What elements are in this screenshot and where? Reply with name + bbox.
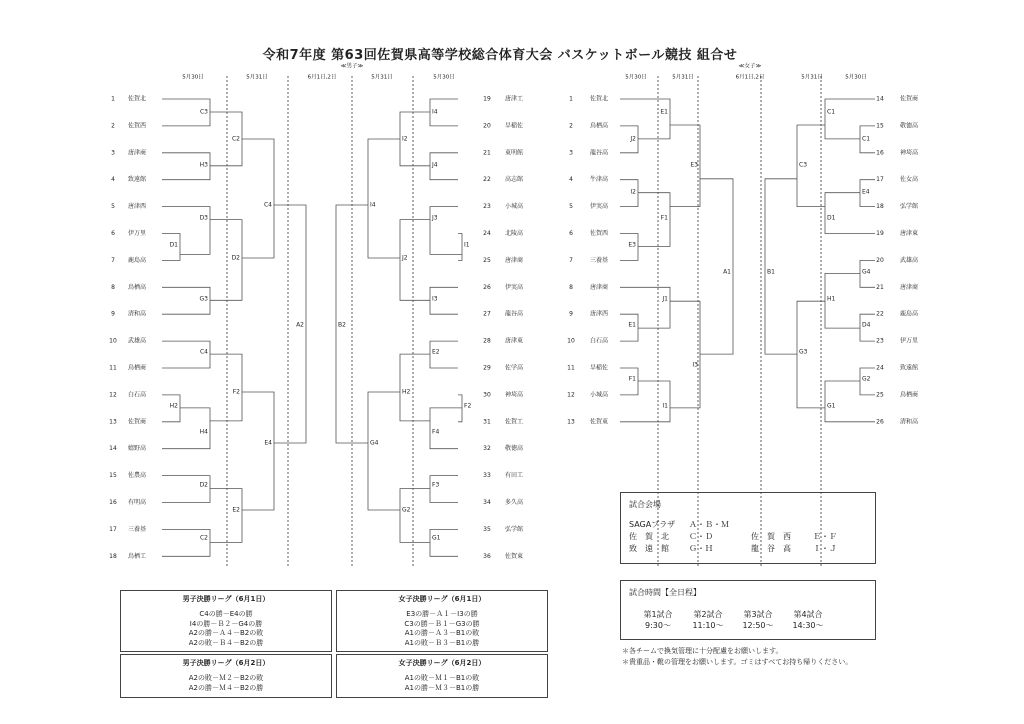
- game-label: I1: [662, 402, 668, 410]
- team-name: 早稲佐: [505, 122, 524, 130]
- game-label: C2: [231, 135, 240, 143]
- game-label: D3: [199, 214, 208, 222]
- game-label: J1: [662, 295, 668, 303]
- date-header: 5月30日: [182, 74, 204, 81]
- bracket-line: [700, 179, 733, 354]
- game-label: B1: [767, 268, 775, 276]
- bracket-line: [368, 139, 400, 258]
- team-name: 白石高: [128, 391, 147, 399]
- team-seed: 4: [111, 176, 115, 184]
- team-name: 有明高: [128, 499, 147, 506]
- team-name: 清和高: [128, 310, 147, 318]
- team-name: 佐農高: [128, 472, 147, 480]
- team-name: 佐賀商: [900, 95, 919, 103]
- team-name: 佐賀西: [128, 122, 147, 130]
- team-seed: 18: [876, 203, 884, 211]
- game-label: C1: [827, 108, 836, 116]
- team-seed: 19: [483, 95, 491, 103]
- team-name: 多久高: [505, 499, 524, 506]
- team-seed: 6: [111, 230, 115, 237]
- time-slot-time: 12:50～: [742, 621, 774, 630]
- team-name: 有田工: [505, 472, 524, 480]
- notes: [622, 646, 852, 667]
- game-label: C1: [862, 135, 871, 143]
- team-name: 敬徳高: [900, 122, 919, 130]
- team-name: 白石高: [590, 337, 609, 345]
- team-seed: 26: [483, 283, 491, 291]
- game-label: D1: [169, 241, 178, 249]
- team-name: 武雄高: [900, 256, 919, 264]
- team-seed: 20: [876, 256, 884, 264]
- game-label: G4: [370, 439, 379, 447]
- time-slot: [785, 609, 831, 631]
- girls-final-day2-line: A1の勝－Ｍ３－B1の勝: [404, 683, 480, 692]
- game-label: G1: [827, 402, 836, 410]
- team-seed: 12: [567, 391, 575, 399]
- game-label: E3: [690, 161, 698, 169]
- team-name: 三養基: [128, 525, 147, 533]
- note-line: ＊貴重品・靴の管理をお願いします。ゴミはすべてお持ち帰りください。: [622, 657, 853, 666]
- girls-final-league-day1: [336, 590, 548, 652]
- venue-courts: Ｃ・Ｄ: [689, 532, 713, 541]
- team-name: 佐賀東: [505, 552, 524, 560]
- time-slot-label: 第4試合: [793, 610, 823, 619]
- boys-final-day1-header: 男子決勝リーグ（6月1日）: [182, 595, 270, 603]
- team-seed: 22: [876, 310, 884, 318]
- time-slot-label: 第3試合: [743, 610, 773, 619]
- team-seed: 8: [569, 283, 573, 291]
- venue-courts: Ａ・Ｂ・Ｍ: [689, 520, 729, 529]
- game-label: E2: [432, 348, 440, 356]
- team-name: 牛津高: [590, 176, 609, 184]
- team-seed: 29: [483, 364, 491, 372]
- boys-final-day1-line: A2の敗－Ｂ４－B2の勝: [188, 638, 264, 647]
- team-seed: 26: [876, 418, 884, 426]
- boys-final-day2-line: A2の敗－Ｍ２－B2の敗: [188, 674, 264, 683]
- team-name: 唐津商: [590, 283, 609, 291]
- girls-final-day1-header: 女子決勝リーグ（6月1日）: [398, 595, 486, 603]
- team-name: 唐津東: [900, 230, 919, 237]
- time-slot: [635, 609, 681, 631]
- team-name: 高志館: [505, 176, 524, 184]
- team-seed: 15: [876, 122, 884, 130]
- team-seed: 25: [876, 391, 884, 399]
- team-seed: 10: [109, 337, 117, 345]
- team-seed: 2: [111, 122, 115, 130]
- team-seed: 9: [569, 310, 573, 318]
- time-slot: [685, 609, 731, 631]
- team-name: 小城高: [505, 203, 524, 211]
- team-seed: 21: [483, 149, 491, 157]
- venue-box: [620, 492, 876, 564]
- team-name: 唐津西: [128, 203, 147, 211]
- venue-place: 致 遠 館: [629, 544, 669, 553]
- game-label: J2: [630, 135, 636, 143]
- bracket-line: [458, 395, 462, 422]
- team-name: 唐津東: [505, 337, 524, 345]
- game-label: D1: [827, 214, 836, 222]
- team-name: 唐津商: [900, 283, 919, 291]
- girls-final-day2-header: 女子決勝リーグ（6月2日）: [398, 659, 486, 667]
- team-name: 伊万里: [128, 230, 147, 237]
- boys-final-day1-line: I4の勝－Ｂ２－G4の勝: [189, 619, 263, 628]
- venue-place: 佐 賀 西: [751, 532, 791, 541]
- team-seed: 25: [483, 256, 491, 264]
- team-name: 北陵高: [505, 230, 524, 237]
- team-seed: 17: [109, 525, 117, 533]
- team-seed: 13: [567, 418, 575, 426]
- game-label: F3: [432, 481, 440, 489]
- team-name: 唐津工: [505, 95, 524, 103]
- team-seed: 22: [483, 176, 491, 184]
- team-name: 唐津商: [505, 256, 524, 264]
- time-slot-time: 11:10～: [692, 621, 724, 630]
- team-seed: 13: [109, 418, 117, 426]
- team-name: 佐女高: [900, 176, 919, 184]
- team-seed: 9: [111, 310, 115, 318]
- time-slot: [735, 609, 781, 631]
- bracket-line: [430, 529, 458, 556]
- team-seed: 7: [569, 256, 573, 264]
- team-name: 神埼高: [505, 391, 524, 399]
- game-label: D4: [862, 321, 871, 329]
- note-line: ＊各チームで換気管理に十分配慮をお願いします。: [622, 647, 783, 655]
- team-seed: 24: [483, 230, 491, 237]
- team-seed: 14: [109, 445, 117, 453]
- game-label: I1: [464, 241, 470, 249]
- game-label: E3: [628, 241, 636, 249]
- bracket-line: [620, 381, 670, 422]
- game-label: G1: [432, 534, 441, 542]
- game-label: I2: [630, 188, 636, 196]
- team-name: 致遠館: [900, 364, 919, 372]
- game-label: F1: [660, 214, 668, 222]
- team-seed: 32: [483, 445, 491, 453]
- game-label: G3: [199, 295, 208, 303]
- game-label: J4: [432, 161, 438, 169]
- team-name: 龍谷高: [505, 310, 524, 318]
- game-label: A2: [296, 321, 304, 329]
- game-label: C3: [199, 108, 208, 116]
- team-name: 伊万里: [900, 337, 919, 345]
- bracket-line: [368, 392, 400, 510]
- game-label: G2: [862, 375, 871, 383]
- bracket-line: [400, 354, 430, 421]
- team-name: 鳥栖商: [900, 391, 919, 399]
- team-seed: 8: [111, 283, 115, 291]
- date-header: 5月30日: [433, 74, 455, 81]
- venue-place: SAGAプラザ: [629, 520, 676, 529]
- game-label: E4: [862, 188, 870, 196]
- team-seed: 27: [483, 310, 491, 318]
- date-header: 5月31日: [801, 74, 823, 81]
- date-header: 5月30日: [625, 74, 647, 81]
- game-label: E2: [232, 506, 240, 514]
- team-seed: 16: [109, 499, 117, 506]
- team-seed: 28: [483, 337, 491, 345]
- bracket-line: [242, 392, 274, 510]
- team-seed: 1: [569, 95, 573, 103]
- team-name: 鳥栖高: [590, 122, 609, 130]
- team-name: 鳥栖高: [128, 283, 147, 291]
- team-name: 東明館: [505, 149, 524, 157]
- bracket-line: [162, 476, 210, 503]
- game-label: F1: [628, 375, 636, 383]
- boys-final-league-day2: [120, 654, 332, 698]
- date-header: 5月31日: [672, 74, 694, 81]
- game-label: F2: [464, 402, 472, 410]
- venue-header: 試合会場: [629, 500, 661, 509]
- team-seed: 36: [483, 552, 491, 560]
- team-seed: 11: [567, 364, 575, 372]
- girls-final-day1-line: A1の勝－Ａ３－B1の敗: [404, 629, 480, 638]
- bracket-line: [210, 489, 242, 543]
- team-seed: 33: [483, 472, 491, 480]
- time-slot-time: 9:30～: [645, 621, 671, 630]
- boys-final-league-day1: [120, 590, 332, 652]
- team-name: 致遠館: [128, 176, 147, 184]
- boys-final-day2-header: 男子決勝リーグ（6月2日）: [182, 659, 270, 667]
- game-label: C4: [263, 201, 272, 209]
- bracket-line: [242, 139, 274, 258]
- game-label: G3: [799, 348, 808, 356]
- team-name: 伊実高: [590, 203, 609, 211]
- game-label: F4: [432, 428, 440, 436]
- team-seed: 16: [876, 149, 884, 157]
- team-name: 佐賀北: [128, 95, 147, 103]
- page-title: 令和7年度 第63回佐賀県高等学校総合体育大会 バスケットボール競技 組合せ: [262, 48, 738, 63]
- team-name: 佐賀北: [590, 95, 609, 103]
- game-label: G2: [402, 506, 411, 514]
- venue-row: [629, 543, 869, 554]
- bracket-line: [430, 476, 458, 503]
- date-header: 6月1日,2日: [307, 74, 337, 81]
- venue-row: [629, 531, 869, 542]
- bracket-line: [765, 179, 797, 354]
- bracket-line: [825, 99, 875, 139]
- team-seed: 10: [567, 337, 575, 345]
- team-name: 佐賀工: [505, 418, 524, 426]
- team-seed: 5: [111, 203, 115, 211]
- team-name: 唐津西: [590, 310, 609, 318]
- team-name: 佐賀商: [128, 418, 147, 426]
- team-seed: 17: [876, 176, 884, 184]
- game-label: E1: [660, 108, 668, 116]
- team-name: 早稲佐: [590, 364, 609, 372]
- game-label: E4: [264, 439, 272, 447]
- team-seed: 31: [483, 418, 491, 426]
- team-seed: 2: [569, 122, 573, 130]
- venue-place: 龍 谷 高: [751, 544, 791, 553]
- team-name: 弘学館: [900, 203, 919, 211]
- date-header: 6月1日,2日: [735, 74, 765, 81]
- game-label: J2: [402, 254, 408, 262]
- team-seed: 4: [569, 176, 573, 184]
- date-header: 5月31日: [246, 74, 268, 81]
- bracket-line: [400, 489, 430, 543]
- bracket-line: [670, 301, 700, 408]
- team-name: 小城高: [590, 391, 609, 399]
- team-seed: 34: [483, 499, 491, 506]
- game-label: I3: [432, 295, 438, 303]
- team-seed: 6: [569, 230, 573, 237]
- venue-courts: Ｇ・Ｈ: [689, 544, 713, 553]
- game-label: F2: [232, 388, 240, 396]
- girls-final-day2-line: A1の敗－Ｍ１－B1の敗: [404, 674, 480, 683]
- bracket-line: [458, 234, 462, 261]
- team-name: 龍谷高: [590, 149, 609, 157]
- game-label: I4: [432, 108, 438, 116]
- team-name: 武雄高: [128, 337, 147, 345]
- team-name: 佐学高: [505, 364, 524, 372]
- girls-label: ≪女子≫: [738, 63, 762, 70]
- team-name: 神埼高: [900, 149, 919, 157]
- team-seed: 15: [109, 472, 117, 480]
- team-name: 唐津商: [128, 149, 147, 157]
- team-seed: 1: [111, 95, 115, 103]
- bracket-line: [825, 193, 875, 234]
- team-seed: 5: [569, 203, 573, 211]
- girls-final-day1-line: E3の勝－Ａ１－I3の勝: [406, 610, 478, 619]
- team-name: 鳥栖商: [128, 364, 147, 372]
- game-label: C4: [199, 348, 208, 356]
- team-seed: 19: [876, 230, 884, 237]
- team-seed: 30: [483, 391, 491, 399]
- game-times-box: [620, 580, 876, 640]
- team-name: 伊実高: [505, 283, 524, 291]
- team-name: 鹿島高: [900, 310, 919, 318]
- game-label: H2: [169, 402, 178, 410]
- date-header: 5月30日: [845, 74, 867, 81]
- game-label: H2: [402, 388, 411, 396]
- game-label: C2: [199, 534, 208, 542]
- game-label: H1: [827, 295, 836, 303]
- game-label: H3: [199, 161, 208, 169]
- team-seed: 14: [876, 95, 884, 103]
- venue-place: 佐 賀 北: [629, 532, 669, 541]
- game-label: G4: [862, 268, 871, 276]
- team-seed: 35: [483, 525, 491, 533]
- bracket-line: [620, 99, 670, 139]
- team-name: 弘学館: [505, 525, 524, 533]
- venue-courts: Ｉ・Ｊ: [813, 544, 837, 553]
- team-name: 佐賀西: [590, 230, 609, 237]
- team-name: 清和高: [900, 418, 919, 426]
- boys-final-day1-line: A2の勝－Ａ４－B2の敗: [188, 629, 264, 638]
- team-seed: 11: [109, 364, 117, 372]
- team-name: 鳥栖工: [128, 552, 147, 560]
- game-label: A1: [723, 268, 731, 276]
- venue-row: [629, 519, 869, 530]
- team-seed: 20: [483, 122, 491, 130]
- girls-final-league-day2: [336, 654, 548, 698]
- bracket-line: [162, 529, 210, 556]
- team-seed: 3: [111, 149, 115, 157]
- game-label: B2: [338, 321, 346, 329]
- bracket-line: [825, 381, 875, 422]
- times-header: 試合時間【全日程】: [629, 588, 701, 597]
- team-seed: 7: [111, 256, 115, 264]
- game-label: I4: [370, 201, 376, 209]
- game-label: D2: [231, 254, 240, 262]
- time-slot-time: 14:30～: [792, 621, 824, 630]
- time-slot-label: 第1試合: [643, 610, 673, 619]
- team-seed: 12: [109, 391, 117, 399]
- girls-final-day1-line: C3の勝－Ｂ１－G3の勝: [404, 619, 480, 628]
- boys-final-day2-line: A2の勝－Ｍ４－B2の勝: [188, 683, 264, 692]
- game-label: J3: [432, 214, 438, 222]
- team-name: 三養基: [590, 256, 609, 264]
- team-seed: 21: [876, 283, 884, 291]
- team-seed: 23: [876, 337, 884, 345]
- game-label: E1: [628, 321, 636, 329]
- team-seed: 18: [109, 552, 117, 560]
- team-name: 鹿島高: [128, 256, 147, 264]
- team-name: 佐賀東: [590, 418, 609, 426]
- bracket-line: [210, 354, 242, 421]
- boys-label: ≪男子≫: [340, 63, 364, 70]
- team-seed: 24: [876, 364, 884, 372]
- team-seed: 23: [483, 203, 491, 211]
- venue-courts: Ｅ・Ｆ: [813, 532, 837, 541]
- game-label: C3: [799, 161, 808, 169]
- girls-final-day1-line: A1の敗－Ｂ３－B1の勝: [404, 638, 480, 647]
- time-slot-label: 第2試合: [693, 610, 723, 619]
- game-label: I3: [692, 361, 698, 369]
- date-header: 5月31日: [371, 74, 393, 81]
- game-label: H4: [199, 428, 208, 436]
- boys-final-day1-line: C4の勝－E4の勝: [199, 610, 253, 619]
- game-label: I2: [402, 135, 408, 143]
- game-label: D2: [199, 481, 208, 489]
- team-seed: 3: [569, 149, 573, 157]
- team-name: 嬉野高: [128, 445, 147, 453]
- team-name: 敬徳高: [505, 445, 524, 453]
